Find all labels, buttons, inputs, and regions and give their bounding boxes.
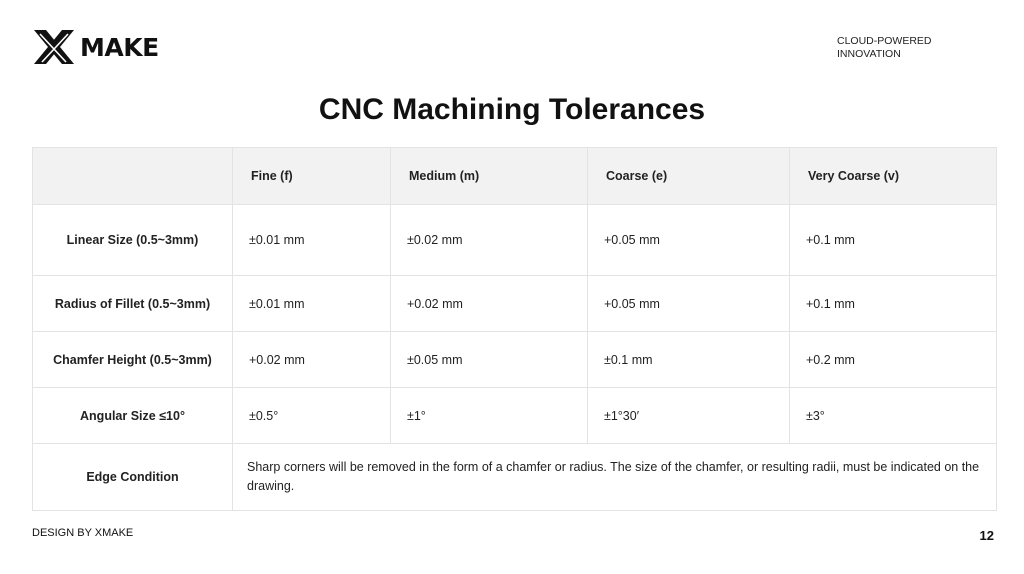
column-header-medium: Medium (m)	[391, 148, 588, 205]
table-cell: +0.02 mm	[233, 332, 391, 388]
table-row	[33, 276, 997, 332]
table-header-row	[33, 148, 997, 205]
table-cell: ±0.05 mm	[391, 332, 588, 388]
table-cell: +0.02 mm	[391, 276, 588, 332]
table-cell: +0.05 mm	[588, 276, 790, 332]
column-header-fine: Fine (f)	[233, 148, 391, 205]
table-row	[33, 205, 997, 276]
tagline: CLOUD-POWERED INNOVATION	[837, 35, 932, 60]
table-cell: ±1°	[391, 388, 588, 444]
page-title: CNC Machining Tolerances	[318, 93, 706, 126]
column-header-coarse: Coarse (e)	[588, 148, 790, 205]
logo-text: MAKE	[80, 32, 159, 62]
table-cell: ±1°30′	[588, 388, 790, 444]
footer-credit: DESIGN BY XMAKE	[32, 527, 134, 539]
page-number: 12	[979, 528, 994, 543]
row-label: Chamfer Height (0.5~3mm)	[33, 332, 233, 388]
edge-condition-note: Sharp corners will be removed in the form of a chamfer or radius. The size of the chamfer, or resulting radii, must be indicated on the drawing.	[233, 444, 997, 511]
table-row-edge-condition	[33, 444, 997, 511]
table-cell: +0.1 mm	[790, 276, 997, 332]
table-cell: ±0.5°	[233, 388, 391, 444]
row-label: Edge Condition	[33, 444, 233, 511]
table-row	[33, 388, 997, 444]
table-cell: ±0.01 mm	[233, 276, 391, 332]
table-cell: ±3°	[790, 388, 997, 444]
table-cell: +0.05 mm	[588, 205, 790, 276]
row-label: Linear Size (0.5~3mm)	[33, 205, 233, 276]
table-cell: ±0.1 mm	[588, 332, 790, 388]
table-cell: ±0.01 mm	[233, 205, 391, 276]
table-row	[33, 332, 997, 388]
tolerance-table	[32, 147, 997, 511]
row-label: Angular Size ≤10°	[33, 388, 233, 444]
table-cell: +0.1 mm	[790, 205, 997, 276]
xmake-x-mark-icon	[32, 28, 76, 66]
brand-logo	[32, 28, 159, 66]
column-header-very-coarse: Very Coarse (v)	[790, 148, 997, 205]
row-label: Radius of Fillet (0.5~3mm)	[33, 276, 233, 332]
table-cell: +0.2 mm	[790, 332, 997, 388]
table-cell: ±0.02 mm	[391, 205, 588, 276]
header-corner-cell	[33, 148, 233, 205]
